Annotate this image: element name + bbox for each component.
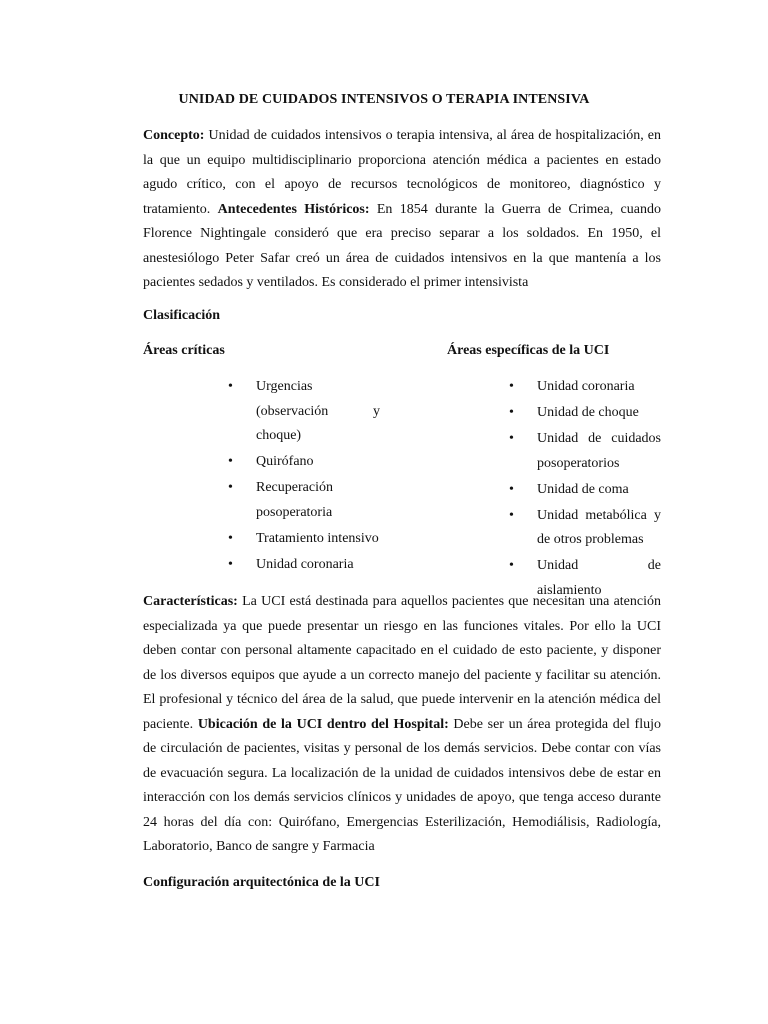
caracteristicas-paragraph [143, 590, 661, 860]
list-item: • Unidad de cuidados posoperatorios [509, 427, 661, 476]
bullet-icon: • [509, 405, 514, 420]
ubicacion-text: Debe ser un área protegida del flujo de circulación de pacientes, visitas y personal de los demás servicios. Debe contar con vías de evacuación segura. La localización de la unidad de cuidados intensivos debe de estar en interacción con los demás servicios clínicos y unidades de apoyo, que tenga acceso durante 24 horas del día con: Quirófano, Emergencias Esterilización, Hemodiálisis, Radiología, Laboratorio, Banco de sangre y Farmacia [143, 716, 661, 854]
clasificacion-heading: Clasificación [143, 308, 220, 323]
areas-especificas-heading: Áreas específicas de la UCI [447, 343, 610, 358]
bullet-icon: • [509, 481, 514, 497]
caracteristicas-label: Características: [143, 594, 238, 609]
areas-criticas-list [228, 375, 380, 579]
list-item: • Unidad de coma [509, 478, 661, 503]
areas-especificas-list [509, 375, 661, 605]
list-item: • Tratamiento intensivo [228, 527, 380, 552]
list-item: • Unidad de aislamiento [509, 554, 661, 603]
concepto-label: Concepto: [143, 128, 205, 143]
bullet-icon: • [509, 431, 514, 446]
list-item: • Unidad coronaria [228, 553, 380, 578]
document-title: UNIDAD DE CUIDADOS INTENSIVOS O TERAPIA INTENSIVA [178, 92, 590, 107]
configuracion-heading: Configuración arquitectónica de la UCI [143, 875, 380, 890]
list-item: • Recuperación posoperatoria [228, 476, 380, 525]
list-item: • Urgencias (observación y choque) [228, 375, 380, 449]
list-item: • Quirófano [228, 450, 380, 475]
bullet-icon: • [228, 379, 233, 394]
concepto-text: Unidad de cuidados intensivos o terapia intensiva, al área de hospitalización, en la que un equipo multidisciplinario proporciona atención médica a pacientes en estado agudo crítico, con el apoyo de recursos tecnológicos de monitoreo, diagnóstico y tratamiento. [143, 128, 661, 217]
list-item: • Unidad de choque [509, 401, 661, 426]
bullet-icon: • [509, 507, 514, 523]
antecedentes-text: En 1854 durante la Guerra de Crimea, cuando Florence Nightingale consideró que era preciso separar a los soldados. En 1950, el anestesiólogo Peter Safar creó un área de cuidados intensivos en la que mantenía a los pacientes sedados y ventilados. Es considerado el primer intensivista [143, 201, 661, 290]
areas-criticas-heading: Áreas críticas [143, 343, 225, 358]
bullet-icon: • [228, 480, 233, 495]
bullet-icon: • [509, 558, 514, 573]
ubicacion-label: Ubicación de la UCI dentro del Hospital: [197, 716, 449, 732]
bullet-icon: • [228, 454, 233, 469]
antecedentes-label: Antecedentes Históricos: [217, 201, 370, 217]
concepto-paragraph [143, 124, 661, 296]
caracteristicas-text: La UCI está destinada para aquellos pacientes que necesitan una atención especializada ya que puede presentar un riesgo en las funciones vitales. Por ello la UCI deben contar con personal altamente capacitado en el cuidado de esto paciente, y disponer de los diversos equipos que ayude a un correcto manejo del paciente y facilitar su atención. El profesional y técnico del área de la salud, que puede intervenir en la atención médica del paciente. [143, 594, 661, 732]
list-item: • Unidad metabólica y de otros problemas [509, 504, 661, 553]
bullet-icon: • [228, 556, 233, 572]
bullet-icon: • [509, 379, 514, 394]
bullet-icon: • [228, 530, 233, 546]
list-item: • Unidad coronaria [509, 375, 661, 400]
